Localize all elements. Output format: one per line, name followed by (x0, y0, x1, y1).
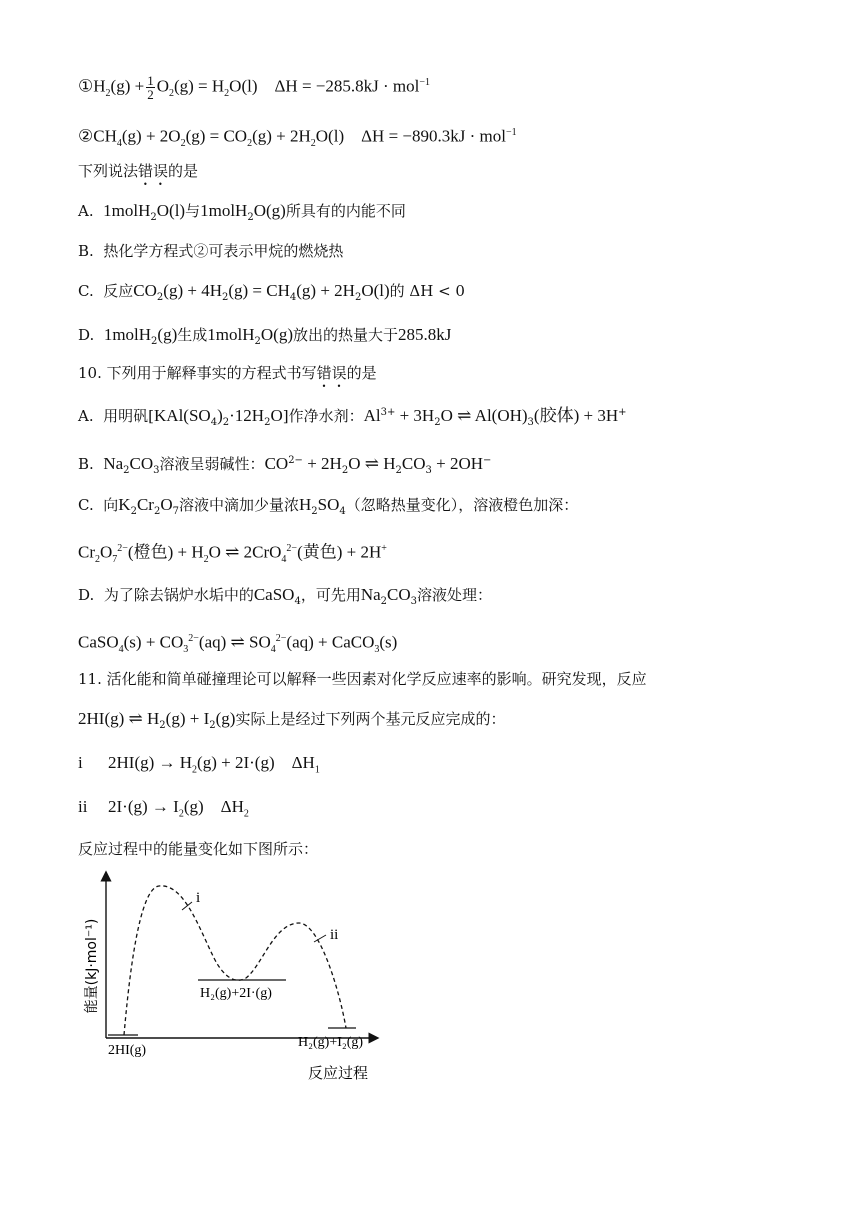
option-10d-equation: CaSO$_4$(s) + $CO_3^{2-}(aq)$ ⇌ $SO_4^{2-}(aq)$ + CaCO$_3$(s) (78, 632, 398, 656)
question-9-stem: 下列说法错误的是 (78, 162, 199, 180)
level-2hi-label: 2HI(g) (108, 1043, 147, 1058)
option-9b: B. 热化学方程式②可表示甲烷的燃烧热 (78, 242, 344, 260)
option-10d: D. 为了除去锅炉水垢中的CaSO$_4$，可先用$Na_2CO_3$溶液处理： (78, 585, 493, 607)
curve-i-label: i (196, 890, 201, 906)
option-10b: B. $Na_2CO_3$溶液呈弱碱性：$CO^{2-} + 2H_2O$ ⇌ $H_2CO_3 + 2OH^-$ (78, 454, 492, 476)
option-10a: A. 用明矾$[KAl(SO_4)_2\cdot 12H_2O]$作净水剂：$Al^{3+} + 3H_2O$ ⇌ $Al(OH)_3$(胶体) + 3H+ (78, 406, 627, 428)
elementary-step-i: i $2HI(g) \to H_2(g) + 2I\cdot(g)$ $\Delta H_1$ (78, 753, 320, 776)
level-intermediate-label: H₂(g)+2I·(g) (200, 986, 272, 1001)
reaction-path-curve (124, 886, 346, 1035)
fraction-half: $\frac{1}{2}$ (147, 73, 154, 103)
enthalpy-1: ΔH = −285.8kJ · mol (274, 76, 420, 96)
option-9d: D. 1molH$_2$(g)生成1molH$_2$O(g)放出的热量大于285.8kJ (78, 325, 452, 347)
diagram-caption: 反应过程中的能量变化如下图所示： (78, 840, 319, 858)
enthalpy-2: ΔH = −890.3kJ · mol (361, 126, 506, 146)
option-9a: A. 1molH$_2$O(l)与1molH$_2$O(g)所具有的内能不同 (78, 201, 406, 223)
y-axis-label: 能量(kJ·mol⁻¹) (84, 918, 100, 1014)
equation-2: $②CH_4(g) + 2O_2(g) = CO_2(g) + 2H_2O(l)$ ΔH = −890.3kJ · mol$^{-1}$ (78, 126, 517, 150)
option-9c: C. 反应$CO_2(g) + 4H_2(g) = CH_4(g) + 2H_2O(l)$的 ΔH < 0 (78, 281, 465, 303)
question-11-stem: 11. 活化能和简单碰撞理论可以解释一些因素对化学反应速率的影响。研究发现，反应 (78, 670, 647, 688)
equation-1: $①H_2(g)$ + $\frac{1}{2}$ $O_2(g) = H_2O(l)$ ΔH = −285.8kJ · mol$^{-1}$ (78, 73, 430, 103)
x-axis-label: 反应过程 (307, 1064, 369, 1082)
option-10c-equation: $Cr_2O_7^{2-}$(橙色) + $H_2O$ ⇌ 2CrO$_4^{2-}$(黄色) + 2H+ (78, 542, 387, 566)
energy-profile-diagram (74, 868, 394, 1088)
level-products-label: H₂(g)+I₂(g) (298, 1035, 364, 1050)
question-11-equation: 2HI(g) ⇌ $H_2(g) + I_2(g)$实际上是经过下列两个基元反应完成的： (78, 709, 506, 731)
elementary-step-ii: ii $2I\cdot(g) \to I_2(g)$ $\Delta H_2$ (78, 797, 249, 820)
question-10-stem: 10. 下列用于解释事实的方程式书写错误的是 (78, 364, 377, 382)
option-10c: C. 向$K_2Cr_2O_7$溶液中滴加少量浓$H_2SO_4$（忽略热量变化），溶液橙色加深： (78, 495, 579, 517)
curve-ii-label: ii (330, 927, 339, 943)
